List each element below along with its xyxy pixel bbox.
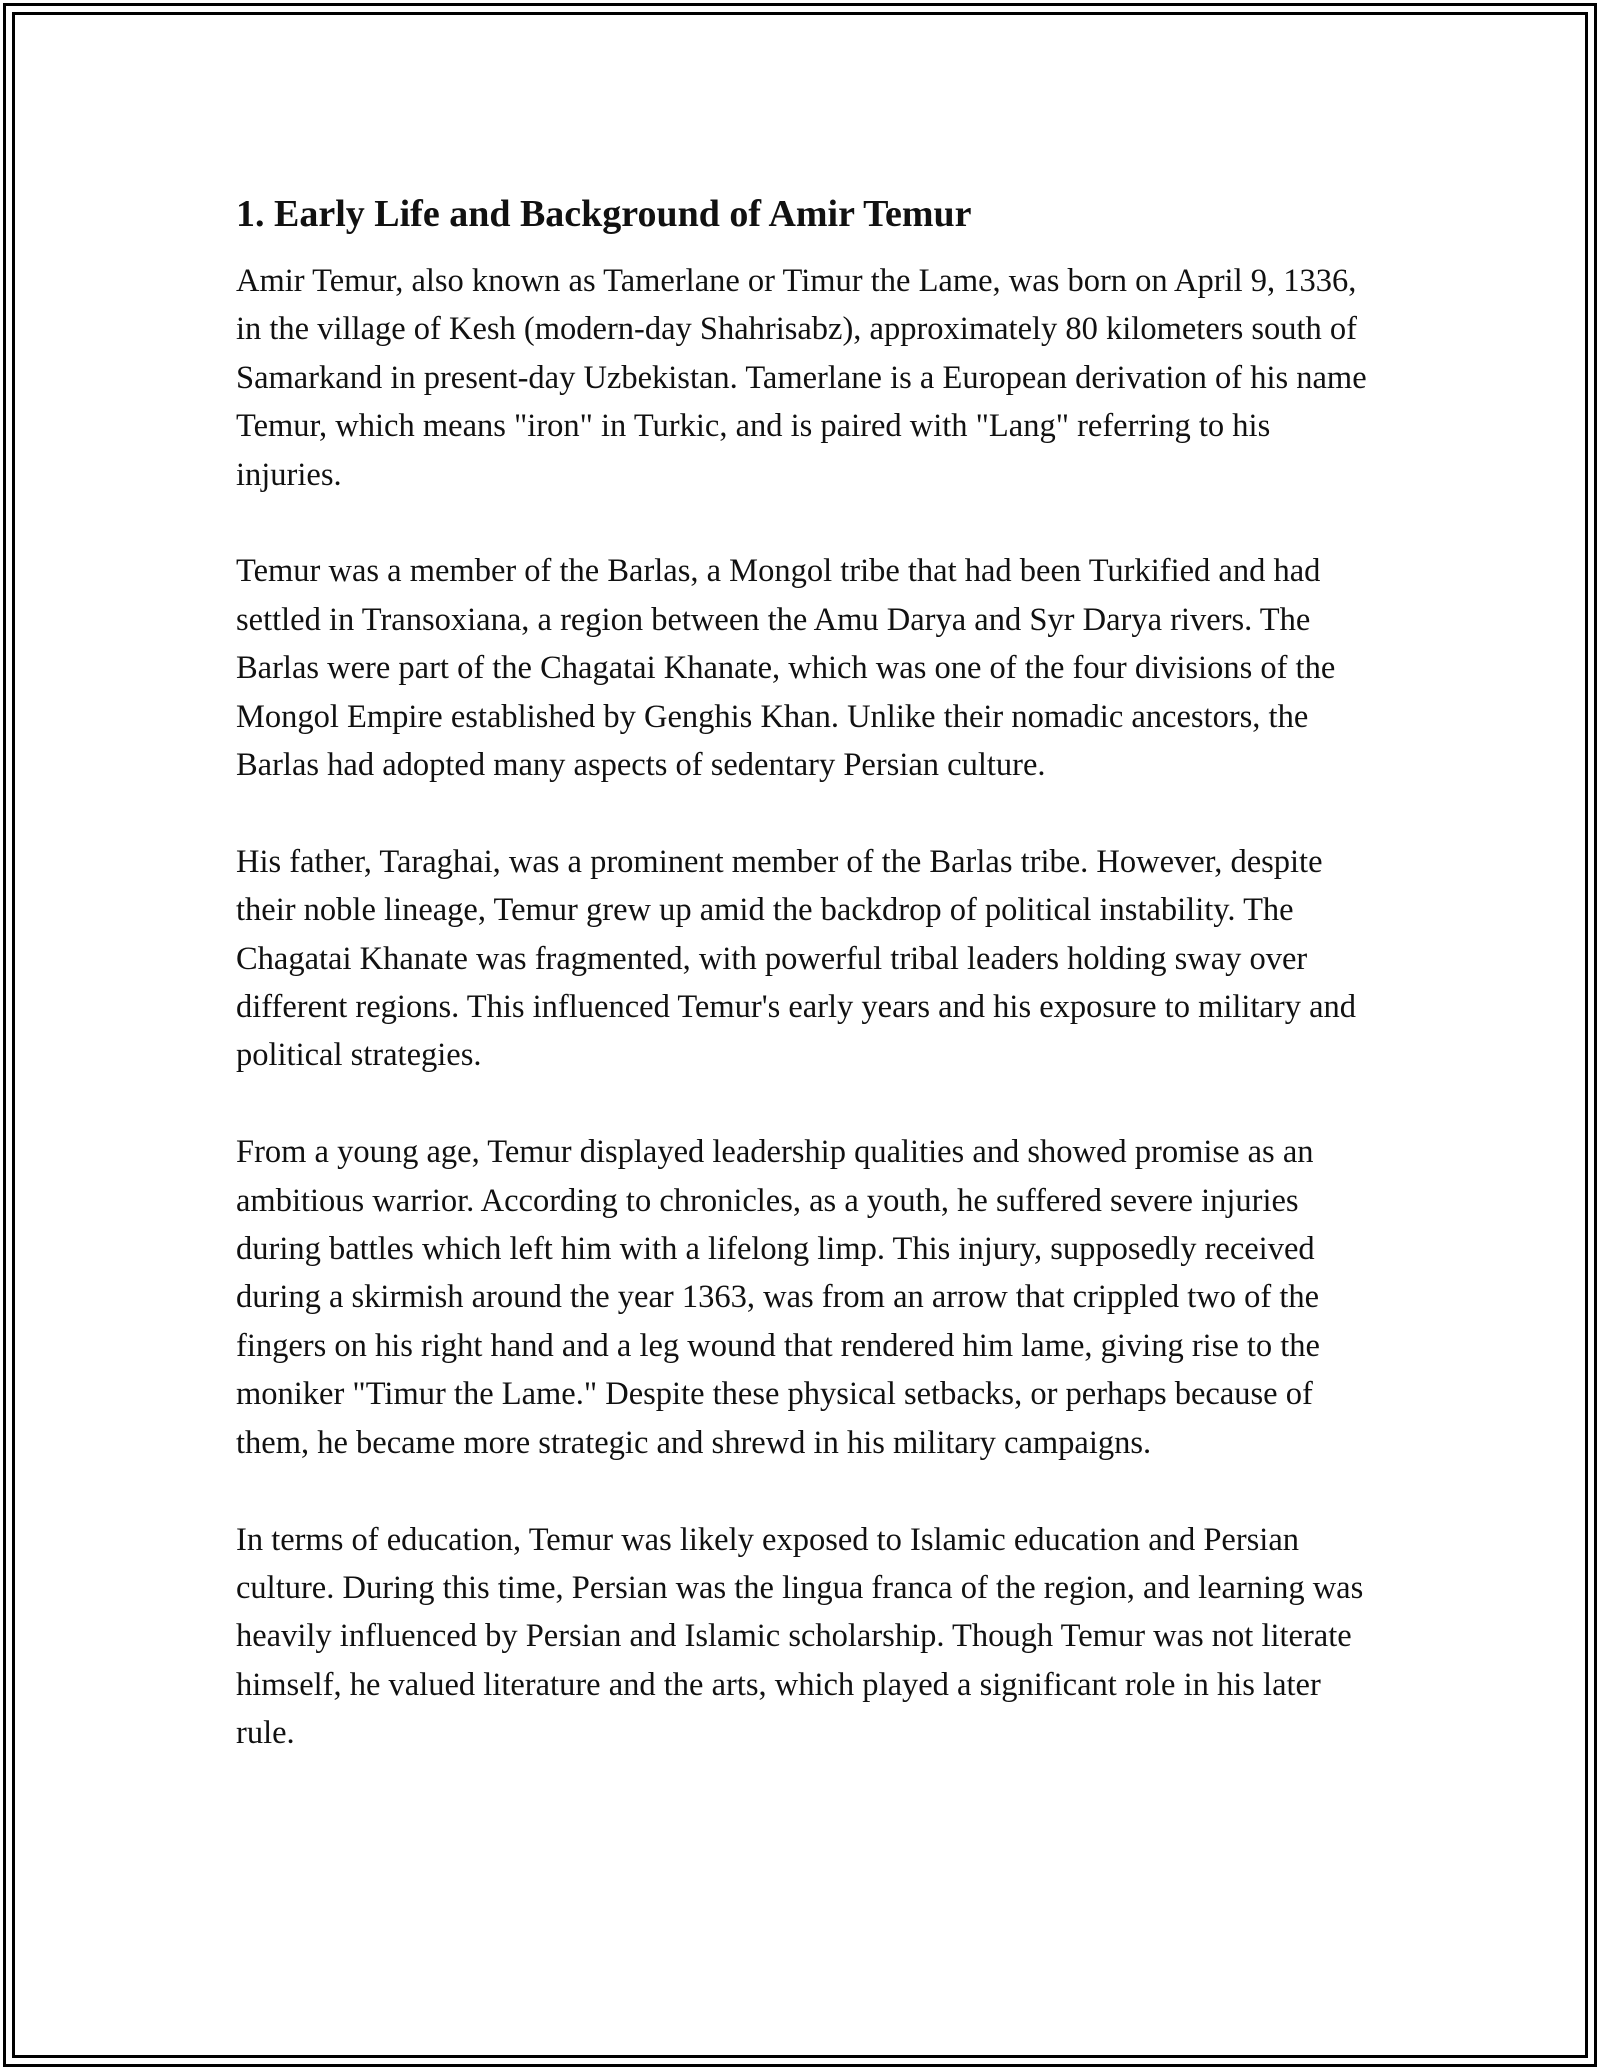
section-heading: 1. Early Life and Background of Amir Temur: [236, 193, 972, 235]
paragraph-barlas-tribe: Temur was a member of the Barlas, a Mongol tribe that had been Turkified and had settled in Transoxiana, a region between the Amu Darya and Syr Darya rivers. The Barlas were part of the Chagatai Khanate, which was one of the four divisions of the Mongol Empire established by Genghis Khan. Unlike their nomadic ancestors, the Barlas had adopted many aspects of sedentary Persian culture.: [236, 553, 1336, 784]
paragraph-father: His father, Taraghai, was a prominent member of the Barlas tribe. However, despite their noble lineage, Temur grew up amid the backdrop of political instability. The Chagatai Khanate was fragmented, with powerful tribal leaders holding sway over different regions. This influenced Temur's early years and his exposure to military and political strategies.: [236, 843, 1357, 1074]
document-body: [236, 183, 1376, 1758]
paragraph-education: In terms of education, Temur was likely exposed to Islamic education and Persian culture. During this time, Persian was the lingua franca of the region, and learning was heavily influenced by Persian and Islamic scholarship. Though Temur was not literate himself, he valued literature and the arts, which played a significant role in his later rule.: [236, 1521, 1364, 1752]
paragraph-youth-injuries: From a young age, Temur displayed leadership qualities and showed promise as an ambitious warrior. According to chronicles, as a youth, he suffered severe injuries during battles which left him with a lifelong limp. This injury, supposedly received during a skirmish around the year 1363, was from an arrow that crippled two of the fingers on his right hand and a leg wound that rendered him lame, giving rise to the moniker "Timur the Lame." Despite these physical setbacks, or perhaps because of them, he became more strategic and shrewd in his military campaigns.: [236, 1134, 1320, 1461]
paragraph-birth: Amir Temur, also known as Tamerlane or Timur the Lame, was born on April 9, 1336, in the village of Kesh (modern-day Shahrisabz), approximately 80 kilometers south of Samarkand in present-day Uzbekistan. Tamerlane is a European derivation of his name Temur, which means "iron" in Turkic, and is paired with "Lang" referring to his injuries.: [236, 263, 1367, 493]
